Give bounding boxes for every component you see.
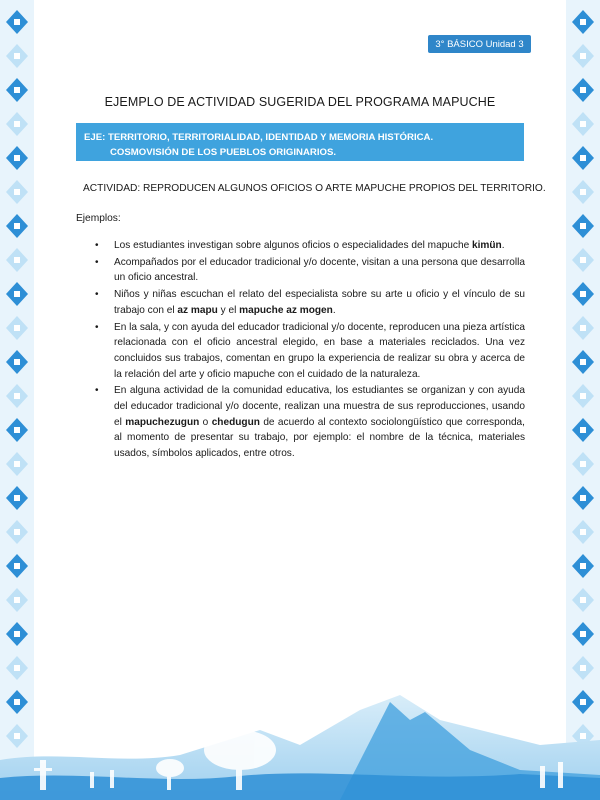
- item-text: .: [501, 240, 505, 251]
- bold-term: chedugun: [211, 416, 260, 428]
- example-item: [95, 238, 525, 254]
- item-text: y el: [217, 304, 240, 316]
- bullet-icon: •: [95, 240, 99, 251]
- eje-line-2: COSMOVISIÓN DE LOS PUEBLOS ORIGINARIOS.: [110, 147, 337, 158]
- eje-line-1: EJE: TERRITORIO, TERRITORIALIDAD, IDENTIDAD Y MEMORIA HISTÓRICA.: [84, 132, 434, 143]
- item-text: En la sala, y con ayuda del educador tradicional y/o docente, reproducen una pieza artística relacionada con el oficio ancestral elegido, en base a materiales reciclados. Una vez concluidos sus trabajos, comentan en grupo la experiencia de realizar su obra y acerca de la relación del arte y oficio mapuche con el cuidado de la naturaleza.: [114, 321, 525, 380]
- example-item: [95, 287, 525, 318]
- unit-badge: 3° BÁSICO Unidad 3: [428, 35, 531, 53]
- item-text: Niños y niñas escuchan el relato del especialista sobre su arte u oficio y el vínculo de su trabajo con el: [114, 289, 525, 316]
- activity-heading: ACTIVIDAD: REPRODUCEN ALGUNOS OFICIOS O ARTE MAPUCHE PROPIOS DEL TERRITORIO.: [83, 183, 546, 194]
- bold-term: az mapu: [177, 304, 218, 316]
- examples-label: Ejemplos:: [76, 213, 121, 224]
- page-title: EJEMPLO DE ACTIVIDAD SUGERIDA DEL PROGRAMA MAPUCHE: [104, 95, 496, 109]
- item-text: En alguna actividad de la comunidad educativa, los estudiantes se organizan y con ayuda del educador tradicional y/o docente, realizan una muestra de sus reproducciones, usando el: [114, 385, 525, 428]
- item-text: o: [199, 416, 212, 428]
- item-text: de acuerdo al contexto sociolongüístico que corresponda, al momento de presentar su trabajo, por ejemplo: el nombre de la técnica, materiales usados, símbolos aplicados, entre otros.: [114, 416, 525, 460]
- example-item: [95, 383, 525, 462]
- left-decorative-border: [0, 0, 34, 800]
- bold-term: mapuchezugun: [125, 416, 200, 428]
- bullet-icon: •: [95, 385, 99, 397]
- item-text: Acompañados por el educador tradicional y/o docente, visitan a una persona que desarrolla un oficio ancestral.: [114, 256, 525, 284]
- example-item: [95, 320, 525, 383]
- bold-term: kimün: [472, 240, 502, 251]
- eje-box: [76, 123, 524, 161]
- bottom-landscape-illustration: [0, 690, 600, 800]
- examples-list: [95, 238, 525, 463]
- item-text: .: [332, 304, 336, 316]
- bold-term: mapuche az mogen: [239, 304, 333, 316]
- item-text: Los estudiantes investigan sobre algunos oficios o especialidades del mapuche: [114, 240, 472, 251]
- bullet-icon: •: [95, 289, 99, 301]
- bullet-icon: •: [95, 321, 99, 333]
- example-item: [95, 255, 525, 286]
- right-decorative-border: [566, 0, 600, 800]
- bullet-icon: •: [95, 256, 99, 268]
